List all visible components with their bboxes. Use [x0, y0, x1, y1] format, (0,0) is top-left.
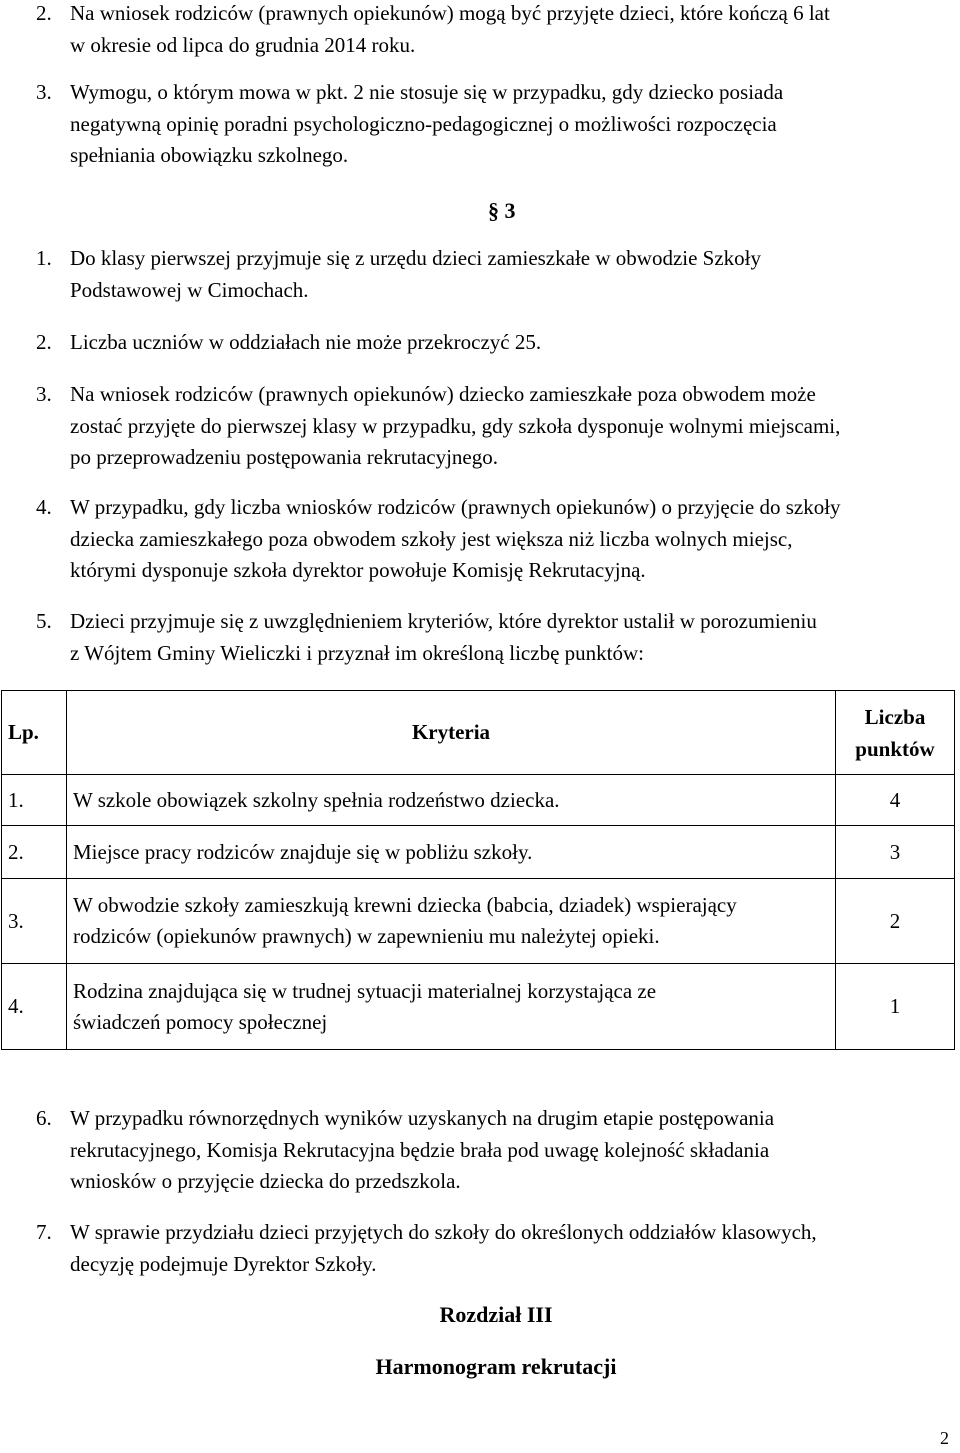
item-number: 5.	[36, 609, 52, 633]
item-line: Do klasy pierwszej przyjmuje się z urzędu dzieci zamieszkałe w obwodzie Szkoły	[70, 246, 762, 270]
item-line: w okresie od lipca do grudnia 2014 roku.	[70, 32, 416, 57]
item-number: 6.	[36, 1106, 52, 1130]
row-criteria	[67, 826, 836, 879]
item-line: Na wniosek rodziców (prawnych opiekunów) mogą być przyjęte dzieci, które kończą 6 lat	[70, 1, 830, 25]
item-line: W przypadku, gdy liczba wniosków rodziców (prawnych opiekunów) o przyjęcie do szkoły	[70, 495, 841, 519]
item-text	[70, 1103, 946, 1198]
header-criteria: Kryteria	[67, 691, 836, 775]
item-line: Liczba uczniów w oddziałach nie może przekroczyć 25.	[70, 330, 542, 354]
row-lp: 4.	[2, 964, 67, 1050]
item-text	[70, 77, 946, 172]
chapter-heading: Rozdział III	[439, 1302, 553, 1327]
item-line: spełniania obowiązku szkolnego.	[70, 143, 349, 167]
item-line: Wymogu, o którym mowa w pkt. 2 nie stosuje się w przypadku, gdy dziecko posiada	[70, 80, 784, 104]
item-line: negatywną opinię poradni psychologiczno-pedagogicznej o możliwości rozpoczęcia	[70, 111, 777, 136]
chapter-title: Harmonogram rekrutacji	[375, 1354, 617, 1379]
criteria-table	[1, 690, 955, 1050]
row-points: 3	[836, 826, 955, 879]
item-line: Dzieci przyjmuje się z uwzględnieniem kryteriów, które dyrektor ustalił w porozumieniu	[70, 609, 817, 633]
item-line: Na wniosek rodziców (prawnych opiekunów) dziecko zamieszkałe poza obwodem może	[70, 382, 816, 406]
item-number: 4.	[36, 495, 52, 519]
item-line: W przypadku równorzędnych wyników uzyskanych na drugim etapie postępowania	[70, 1106, 775, 1130]
section-heading: § 3	[488, 198, 516, 223]
item-line: W sprawie przydziału dzieci przyjętych do szkoły do określonych oddziałów klasowych,	[70, 1220, 817, 1244]
item-number: 1.	[36, 246, 52, 270]
row-points: 2	[836, 879, 955, 964]
item-line: zostać przyjęte do pierwszej klasy w przypadku, gdy szkoła dysponuje wolnymi miejscami,	[70, 413, 841, 438]
row-points: 1	[836, 964, 955, 1050]
item-line: rekrutacyjnego, Komisja Rekrutacyjna będzie brała pod uwagę kolejność składania	[70, 1137, 770, 1162]
criteria-line: Miejsce pracy rodziców znajduje się w pobliżu szkoły.	[73, 839, 533, 864]
row-criteria	[67, 964, 836, 1050]
item-line: decyzję podejmuje Dyrektor Szkoły.	[70, 1251, 377, 1276]
table-row	[2, 826, 955, 879]
item-line: z Wójtem Gminy Wieliczki i przyznał im określoną liczbę punktów:	[70, 640, 644, 665]
item-line: dziecka zamieszkałego poza obwodem szkoły jest większa niż liczba wolnych miejsc,	[70, 526, 793, 551]
item-text	[70, 606, 946, 669]
item-text	[70, 379, 946, 474]
header-lp: Lp.	[2, 691, 67, 775]
page-number: 2	[940, 1428, 949, 1448]
item-line: po przeprowadzeniu postępowania rekrutacyjnego.	[70, 445, 498, 469]
criteria-line: świadczeń pomocy społecznej	[73, 1009, 328, 1034]
table-header-row	[2, 691, 955, 775]
item-number: 2.	[36, 330, 52, 354]
item-line: wniosków o przyjęcie dziecka do przedszkola.	[70, 1169, 461, 1193]
table-row	[2, 879, 955, 964]
row-lp: 1.	[2, 775, 67, 826]
row-points: 4	[836, 775, 955, 826]
item-text	[70, 492, 946, 587]
header-points-line: punktów	[855, 736, 935, 761]
criteria-line: W obwodzie szkoły zamieszkują krewni dziecka (babcia, dziadek) wspierający	[73, 893, 737, 917]
item-text	[70, 243, 946, 306]
table-row	[2, 964, 955, 1050]
item-number: 7.	[36, 1220, 52, 1244]
item-line: Podstawowej w Cimochach.	[70, 277, 309, 302]
criteria-line: rodziców (opiekunów prawnych) w zapewnieniu mu należytej opieki.	[73, 924, 660, 948]
item-line: którymi dysponuje szkoła dyrektor powołuje Komisję Rekrutacyjną.	[70, 558, 646, 582]
row-criteria	[67, 879, 836, 964]
item-number: 3.	[36, 382, 52, 406]
row-lp: 3.	[2, 879, 67, 964]
item-number: 3.	[36, 80, 52, 104]
row-lp: 2.	[2, 826, 67, 879]
item-text	[70, 1217, 946, 1280]
criteria-line: W szkole obowiązek szkolny spełnia rodzeństwo dziecka.	[73, 787, 560, 812]
item-number: 2.	[36, 1, 52, 25]
item-text	[70, 0, 946, 61]
table-row	[2, 775, 955, 826]
row-criteria	[67, 775, 836, 826]
header-points	[836, 691, 955, 775]
criteria-line: Rodzina znajdująca się w trudnej sytuacji materialnej korzystająca ze	[73, 978, 657, 1003]
item-text	[70, 327, 946, 359]
header-points-line: Liczba	[864, 704, 926, 729]
